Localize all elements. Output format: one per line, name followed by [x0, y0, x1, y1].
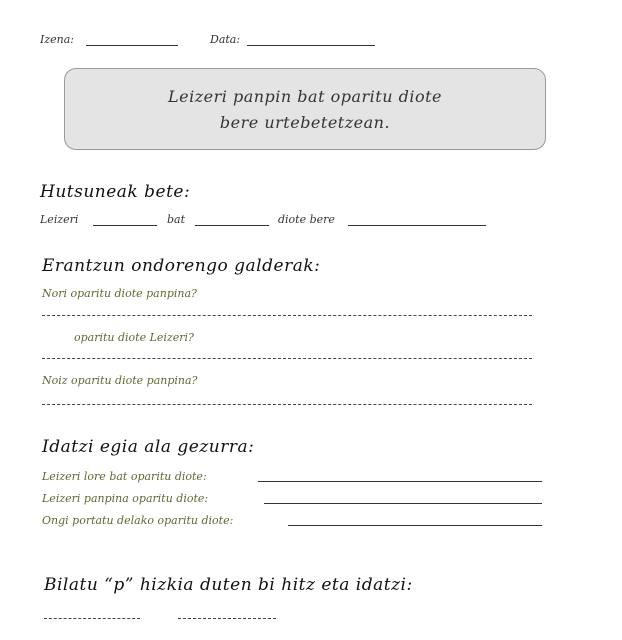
name-label-text: Izena:: [40, 33, 74, 46]
section1-word3: diote bere: [278, 213, 335, 226]
date-label-text: Data:: [210, 33, 241, 46]
answer-line-2[interactable]: [42, 358, 532, 359]
title-line-1: Leizeri panpin bat oparitu diote: [168, 87, 442, 106]
answer-line-1[interactable]: [42, 315, 532, 316]
section4-heading: Bilatu “p” hizkia duten bi hitz eta idatzi:: [44, 575, 413, 595]
date-label: [210, 33, 240, 46]
section1-word2: bat: [167, 213, 186, 226]
section3-heading: Idatzi egia ala gezurra:: [42, 437, 255, 457]
statement-3: Ongi portatu delako oparitu diote:: [42, 514, 234, 527]
word-line-2[interactable]: [178, 618, 276, 619]
answer-line-3[interactable]: [42, 404, 532, 405]
question-3: Noiz oparitu diote panpina?: [42, 374, 198, 387]
word-line-1[interactable]: [44, 618, 140, 619]
name-field[interactable]: [86, 45, 178, 46]
name-label: [40, 33, 74, 46]
statement-answer-3[interactable]: [288, 525, 542, 526]
section1-blank-2[interactable]: [195, 225, 269, 226]
title-line-2: bere urtebetetzean.: [219, 113, 391, 132]
section1-word1: Leizeri: [40, 213, 79, 226]
title-box: [64, 68, 546, 150]
section2-heading: Erantzun ondorengo galderak:: [42, 256, 321, 276]
statement-1: Leizeri lore bat oparitu diote:: [42, 470, 207, 483]
section1-blank-3[interactable]: [348, 225, 486, 226]
question-1: Nori oparitu diote panpina?: [42, 287, 197, 300]
statement-2: Leizeri panpina oparitu diote:: [42, 492, 209, 505]
date-field[interactable]: [247, 45, 375, 46]
section1-blank-1[interactable]: [93, 225, 157, 226]
section1-heading: Hutsuneak bete:: [40, 182, 191, 202]
question-2: oparitu diote Leizeri?: [74, 331, 194, 344]
statement-answer-1[interactable]: [258, 481, 542, 482]
statement-answer-2[interactable]: [264, 503, 542, 504]
